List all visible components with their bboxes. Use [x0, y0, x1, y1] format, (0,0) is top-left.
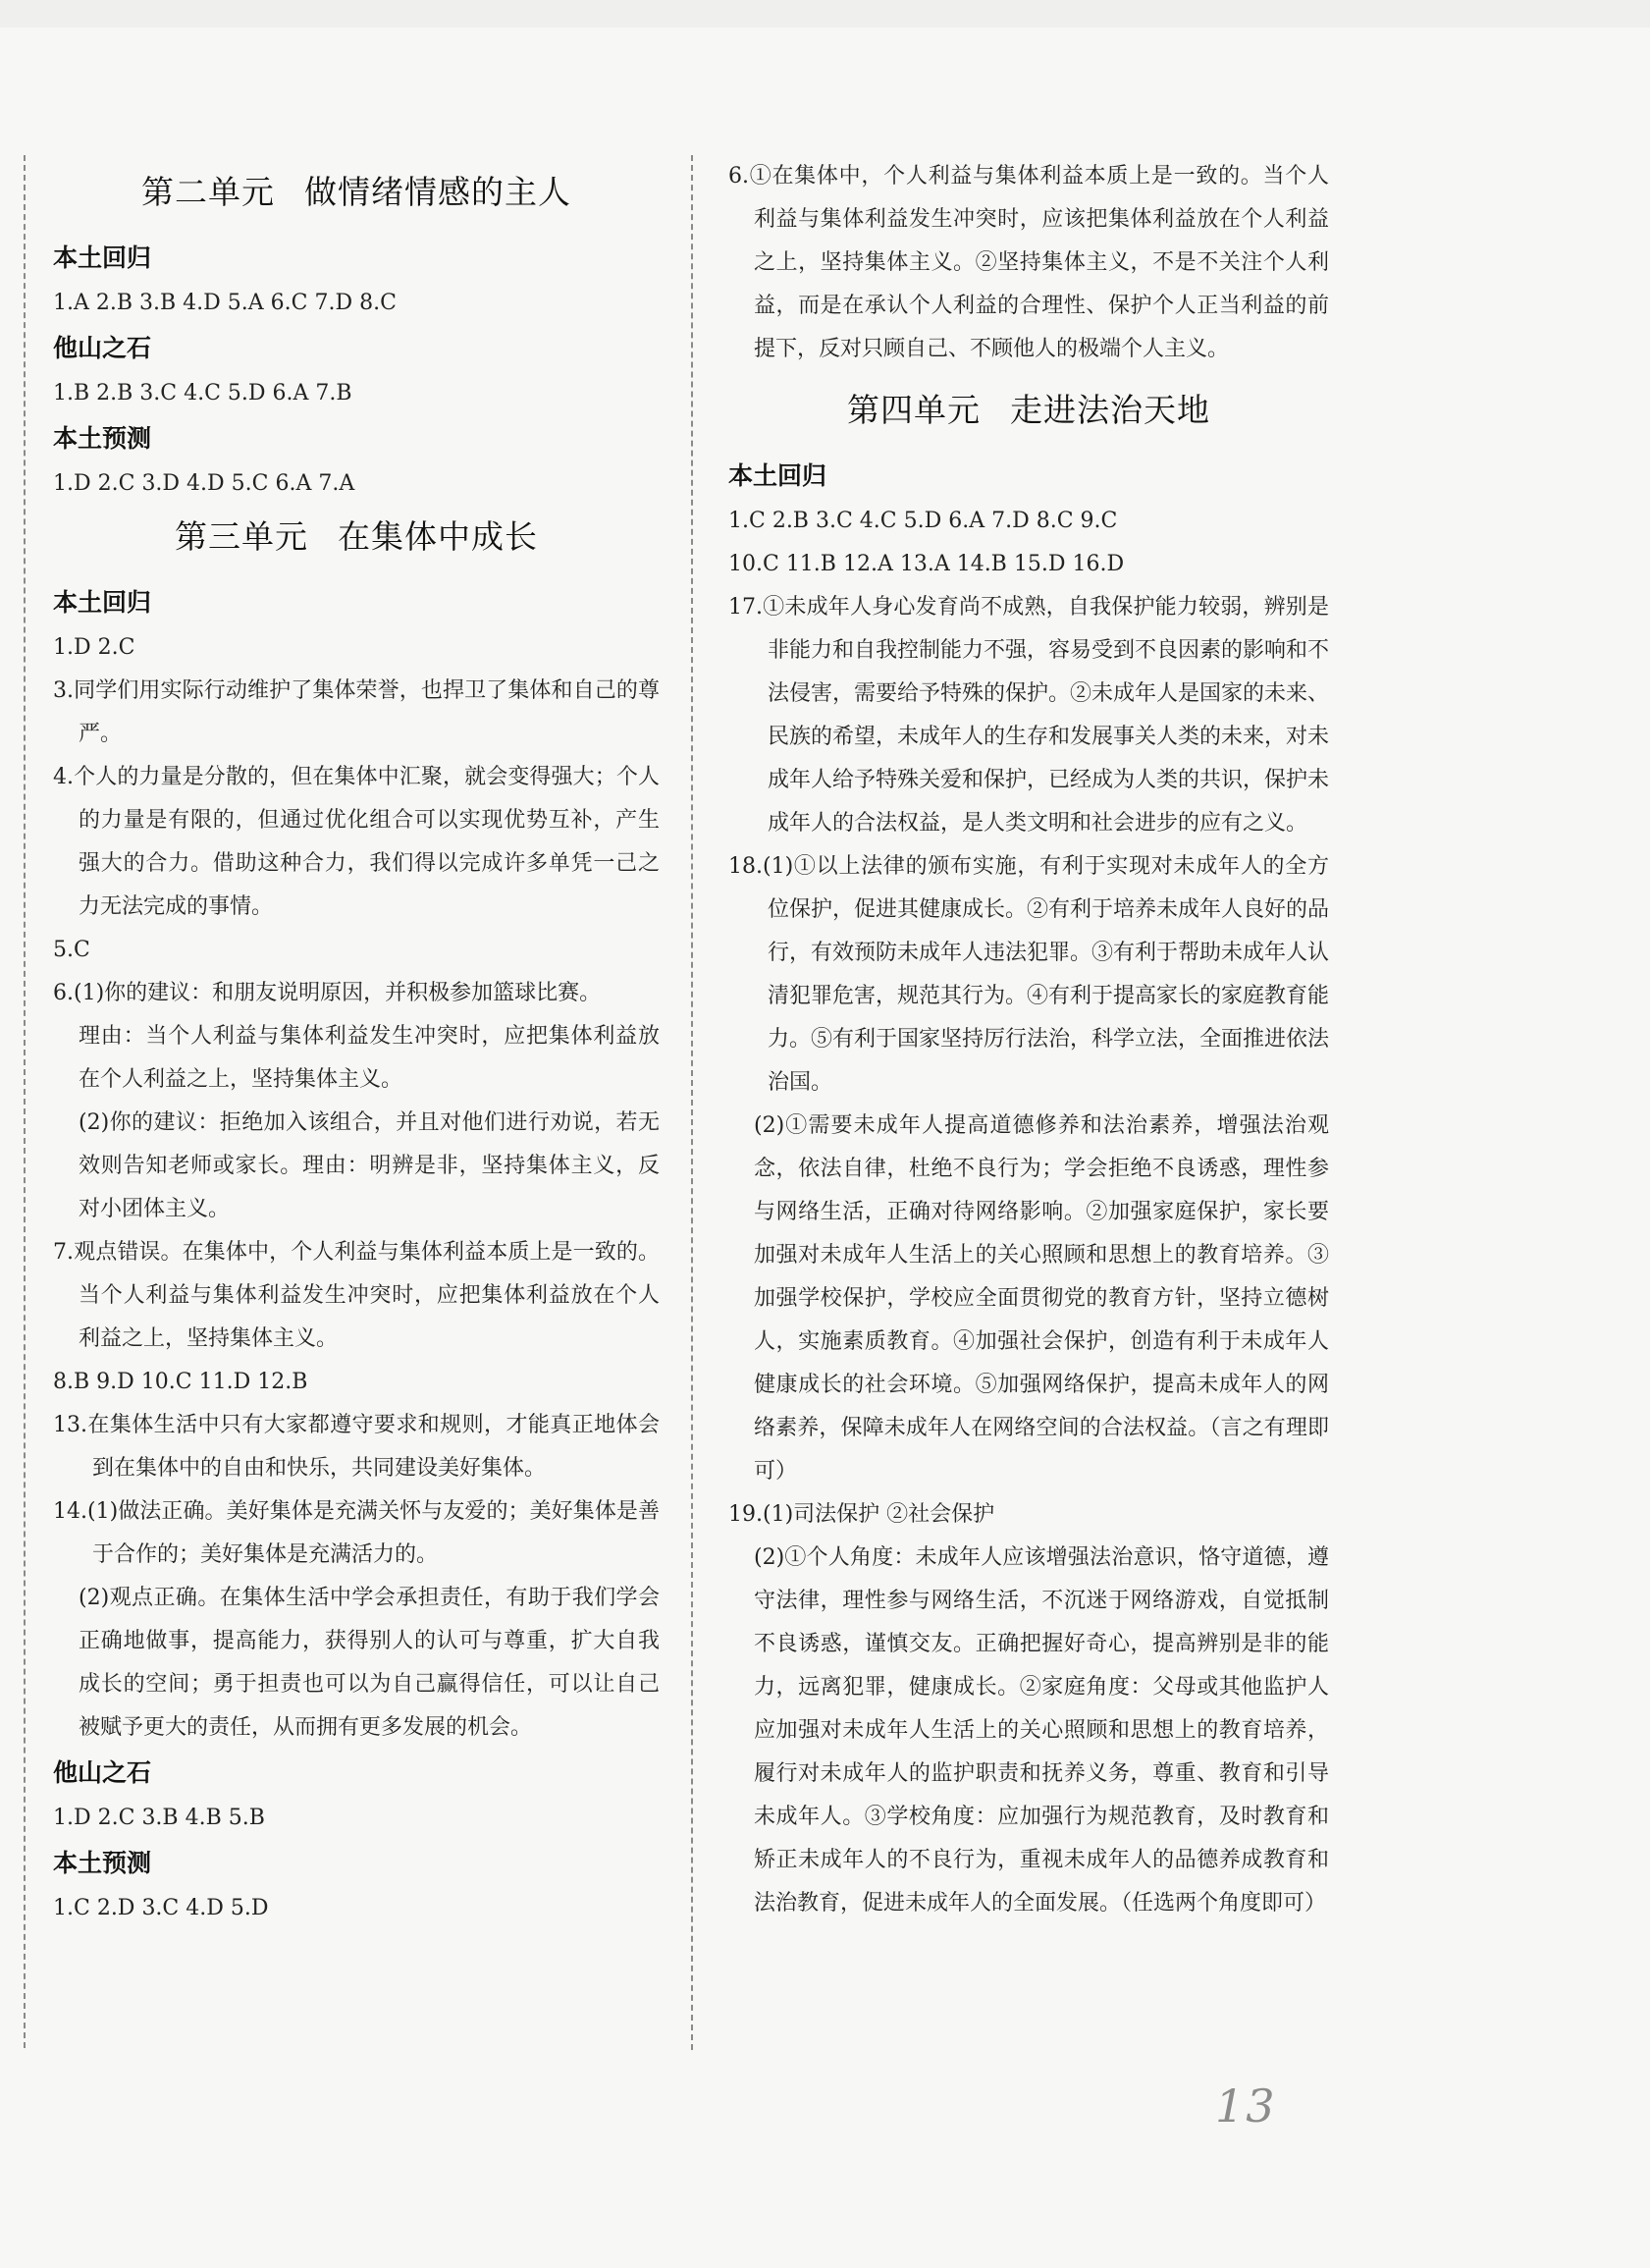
- unit2-section-tashan-zhishi: 他山之石: [53, 334, 152, 362]
- center-dashed-divider: [691, 155, 693, 2050]
- unit3-answer-6-2: (2)你的建议：拒绝加入该组合，并且对他们进行劝说，若无效则告知老师或家长。理由：明辨是非，坚持集体主义，反对小团体主义。: [79, 1110, 660, 1221]
- top-margin-band: [0, 0, 1650, 27]
- unit2-section-bentu-yuce: 本土预测: [53, 424, 152, 453]
- unit4-answer-19-2: (2)①个人角度：未成年人应该增强法治意识，恪守道德，遵守法律，理性参与网络生活，不沉迷于网络游戏，自觉抵制不良诱惑，谨慎交友。正确把握好奇心，提高辨别是非的能力，远离犯罪，健康成长。②家庭角度：父母或其他监护人应加强对未成年人生活上的关心照顾和思想上的教育培养，履行对未成年人的监护职责和抚养义务，尊重、教育和引导未成年人。③学校角度：应加强行为规范教育，及时教育和矫正未成年人的不良行为，重视未成年人的品德养成教育和法治教育，促进未成年人的全面发展。（任选两个角度即可）: [754, 1545, 1329, 1916]
- unit3-section-bentu-huigui: 本土回归: [53, 588, 152, 617]
- unit3-answers-yuce: 1.C 2.D 3.C 4.D 5.D: [53, 1896, 269, 1920]
- unit2-section-bentu-huigui: 本土回归: [53, 243, 152, 272]
- right-column: [728, 155, 1329, 1925]
- unit4-answers-10-16: 10.C 11.B 12.A 13.A 14.B 15.D 16.D: [728, 552, 1125, 576]
- unit4-answer-19-1: 19.(1)司法保护 ②社会保护: [728, 1502, 995, 1527]
- unit2-title: 第二单元 做情绪情感的主人: [141, 173, 571, 211]
- left-margin-dashed-line: [24, 155, 26, 2048]
- page-number: 13: [1215, 2079, 1277, 2133]
- unit3-answer-13: 13.在集体生活中只有大家都遵守要求和规则，才能真正地体会到在集体中的自由和快乐，共同建设美好集体。: [53, 1413, 660, 1481]
- unit3-section-bentu-yuce: 本土预测: [53, 1849, 152, 1877]
- unit4-section-bentu-huigui: 本土回归: [728, 461, 827, 490]
- left-column: [53, 157, 660, 1930]
- unit2-answers-yuce: 1.D 2.C 3.D 4.D 5.C 6.A 7.A: [53, 471, 355, 496]
- unit3-answer-14-1: 14.(1)做法正确。美好集体是充满关怀与友爱的；美好集体是善于合作的；美好集体是充满活力的。: [53, 1499, 660, 1567]
- unit4-answers-1-9: 1.C 2.B 3.C 4.C 5.D 6.A 7.D 8.C 9.C: [728, 509, 1118, 533]
- unit3-answer-6-1-reason: 理由：当个人利益与集体利益发生冲突时，应把集体利益放在个人利益之上，坚持集体主义。: [79, 1024, 660, 1092]
- unit3-title: 第三单元 在集体中成长: [175, 517, 538, 556]
- unit3-answers-tashan: 1.D 2.C 3.B 4.B 5.B: [53, 1806, 265, 1830]
- unit4-answer-17: 17.①未成年人身心发育尚不成熟，自我保护能力较弱，辨别是非能力和自我控制能力不强，容易受到不良因素的影响和不法侵害，需要给予特殊的保护。②未成年人是国家的未来、民族的希望，未成年人的生存和发展事关人类的未来，对未成年人给予特殊关爱和保护，已经成为人类的共识，保护未成年人的合法权益，是人类文明和社会进步的应有之义。: [728, 595, 1330, 836]
- unit3-answer-6-1: 6.(1)你的建议：和朋友说明原因，并积极参加篮球比赛。: [53, 981, 602, 1005]
- unit4-answer-18-2: (2)①需要未成年人提高道德修养和法治素养，增强法治观念，依法自律，杜绝不良行为；学会拒绝不良诱惑，理性参与网络生活，正确对待网络影响。②加强家庭保护，家长要加强对未成年人生活上的关心照顾和思想上的教育培养。③加强学校保护，学校应全面贯彻党的教育方针，坚持立德树人，实施素质教育。④加强社会保护，创造有利于未成年人健康成长的社会环境。⑤加强网络保护，提高未成年人的网络素养，保障未成年人在网络空间的合法权益。（言之有理即可）: [754, 1113, 1329, 1484]
- unit3-answers-1-2: 1.D 2.C: [53, 635, 135, 660]
- unit3-answer-5: 5.C: [53, 938, 90, 962]
- unit3-answers-8-12: 8.B 9.D 10.C 11.D 12.B: [53, 1370, 308, 1394]
- unit4-answer-18-1: 18.(1)①以上法律的颁布实施，有利于实现对未成年人的全方位保护，促进其健康成长。②有利于培养未成年人良好的品行，有效预防未成年人违法犯罪。③有利于帮助未成年人认清犯罪危害，规范其行为。④有利于提高家长的家庭教育能力。⑤有利于国家坚持厉行法治，科学立法，全面推进依法治国。: [728, 854, 1330, 1095]
- unit4-title: 第四单元 走进法治天地: [847, 391, 1210, 429]
- unit2-answers-tashan: 1.B 2.B 3.C 4.C 5.D 6.A 7.B: [53, 381, 352, 405]
- unit3-answer-4: 4.个人的力量是分散的，但在集体中汇聚，就会变得强大；个人的力量是有限的，但通过优化组合可以实现优势互补，产生强大的合力。借助这种合力，我们得以完成许多单凭一己之力无法完成的事情。: [53, 765, 660, 919]
- unit2-answers-huigui: 1.A 2.B 3.B 4.D 5.A 6.C 7.D 8.C: [53, 291, 397, 315]
- unit3-answer-14-2: (2)观点正确。在集体生活中学会承担责任，有助于我们学会正确地做事，提高能力，获得别人的认可与尊重，扩大自我成长的空间；勇于担责也可以为自己赢得信任，可以让自己被赋予更大的责任，从而拥有更多发展的机会。: [79, 1586, 660, 1740]
- unit3-answer-6-continued: 6.①在集体中，个人利益与集体利益本质上是一致的。当个人利益与集体利益发生冲突时，应该把集体利益放在个人利益之上，坚持集体主义。②坚持集体主义，不是不关注个人利益，而是在承认个人利益的合理性、保护个人正当利益的前提下，反对只顾自己、不顾他人的极端个人主义。: [728, 164, 1329, 361]
- unit3-answer-7: 7.观点错误。在集体中，个人利益与集体利益本质上是一致的。当个人利益与集体利益发生冲突时，应把集体利益放在个人利益之上，坚持集体主义。: [53, 1240, 660, 1351]
- unit3-section-tashan-zhishi: 他山之石: [53, 1758, 152, 1787]
- unit3-answer-3: 3.同学们用实际行动维护了集体荣誉，也捍卫了集体和自己的尊严。: [53, 678, 660, 746]
